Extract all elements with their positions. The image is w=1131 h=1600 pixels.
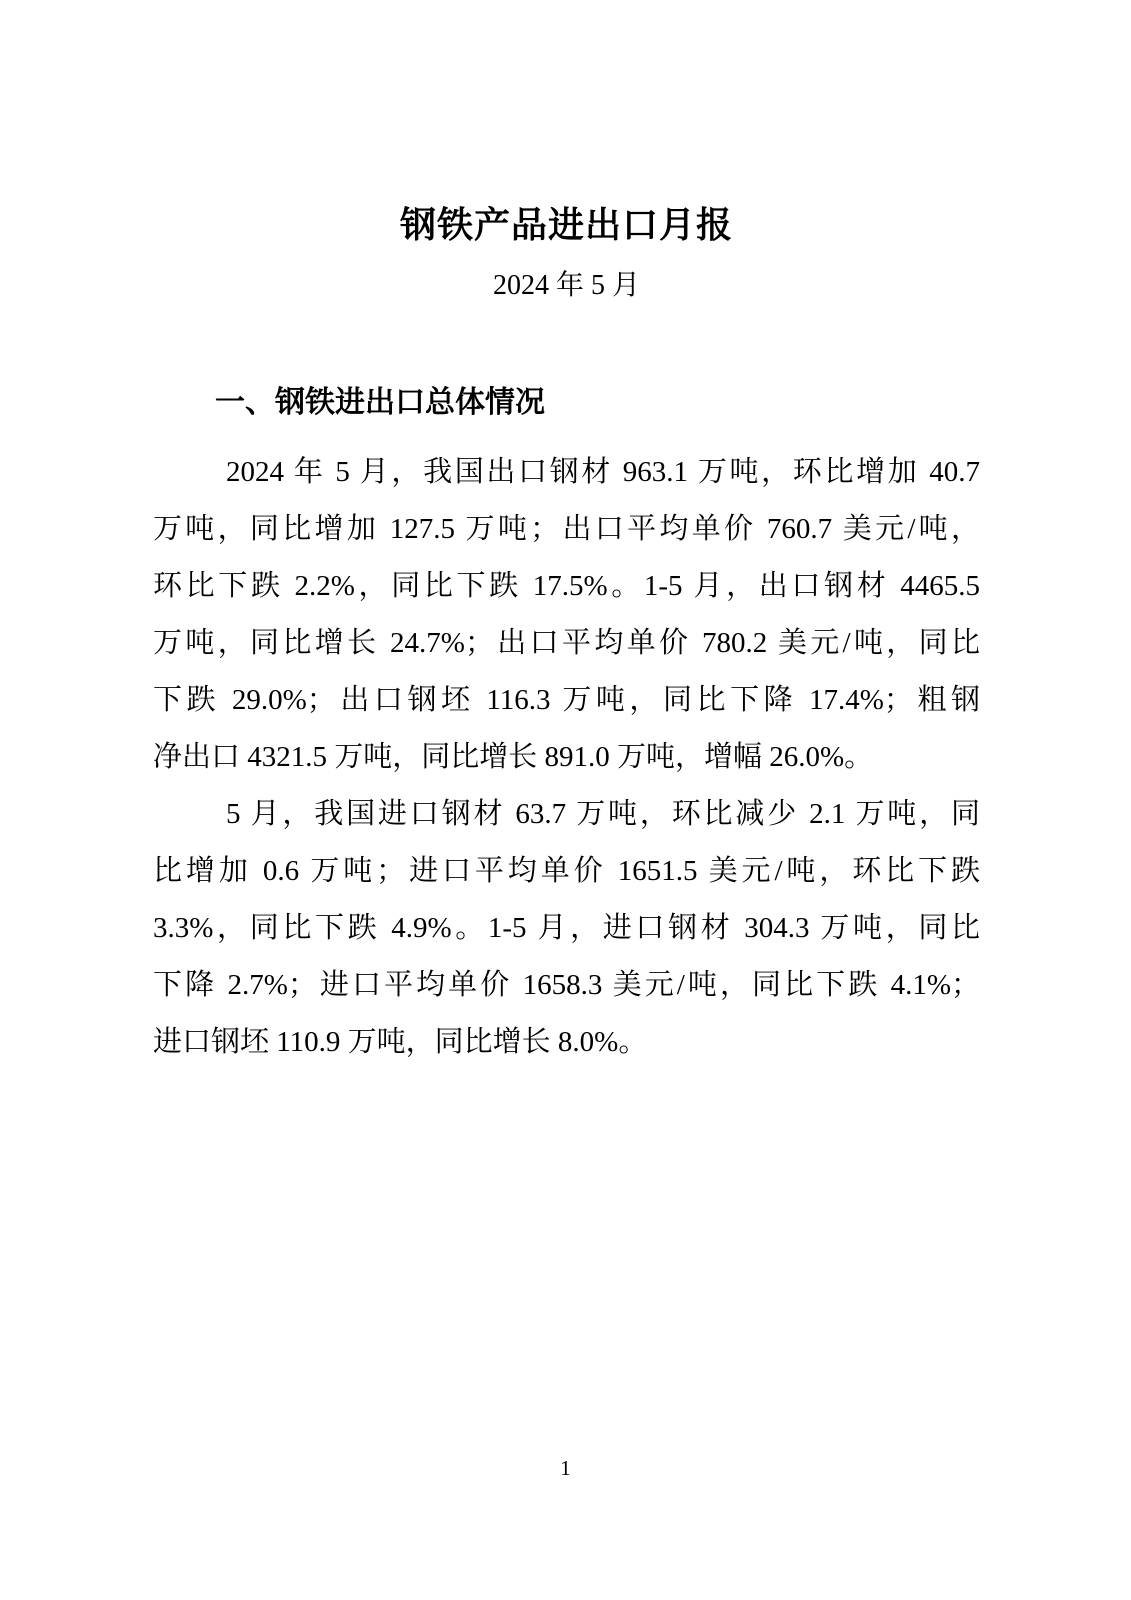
paragraph-line: 下降 2.7%；进口平均单价 1658.3 美元/吨，同比下跌 4.1%； [153,969,980,1001]
paragraph-line: 环比下跌 2.2%，同比下跌 17.5%。1-5 月，出口钢材 4465.5 [153,570,980,602]
paragraph-line: 万吨，同比增长 24.7%；出口平均单价 780.2 美元/吨，同比 [153,627,980,659]
paragraph-export [153,444,980,786]
page-number: 1 [560,1456,571,1480]
paragraph-line: 进口钢坯 110.9 万吨，同比增长 8.0%。 [153,1026,648,1058]
paragraph-line: 比增加 0.6 万吨；进口平均单价 1651.5 美元/吨，环比下跌 [153,855,980,887]
body-text [153,444,980,1071]
paragraph-line: 净出口 4321.5 万吨，同比增长 891.0 万吨，增幅 26.0%。 [153,741,874,773]
document-title: 钢铁产品进出口月报 [399,205,733,245]
section-heading: 一、钢铁进出口总体情况 [215,386,545,419]
paragraph-line: 5 月，我国进口钢材 63.7 万吨，环比减少 2.1 万吨，同 [226,798,980,830]
paragraph-line: 3.3%，同比下跌 4.9%。1-5 月，进口钢材 304.3 万吨，同比 [153,912,980,944]
paragraph-line: 下跌 29.0%；出口钢坯 116.3 万吨，同比下降 17.4%；粗钢 [153,684,980,716]
document-date: 2024 年 5 月 [492,270,640,301]
paragraph-line: 万吨，同比增加 127.5 万吨；出口平均单价 760.7 美元/吨， [153,513,980,545]
paragraph-line: 2024 年 5 月，我国出口钢材 963.1 万吨，环比增加 40.7 [226,456,980,488]
paragraph-import [153,786,980,1071]
